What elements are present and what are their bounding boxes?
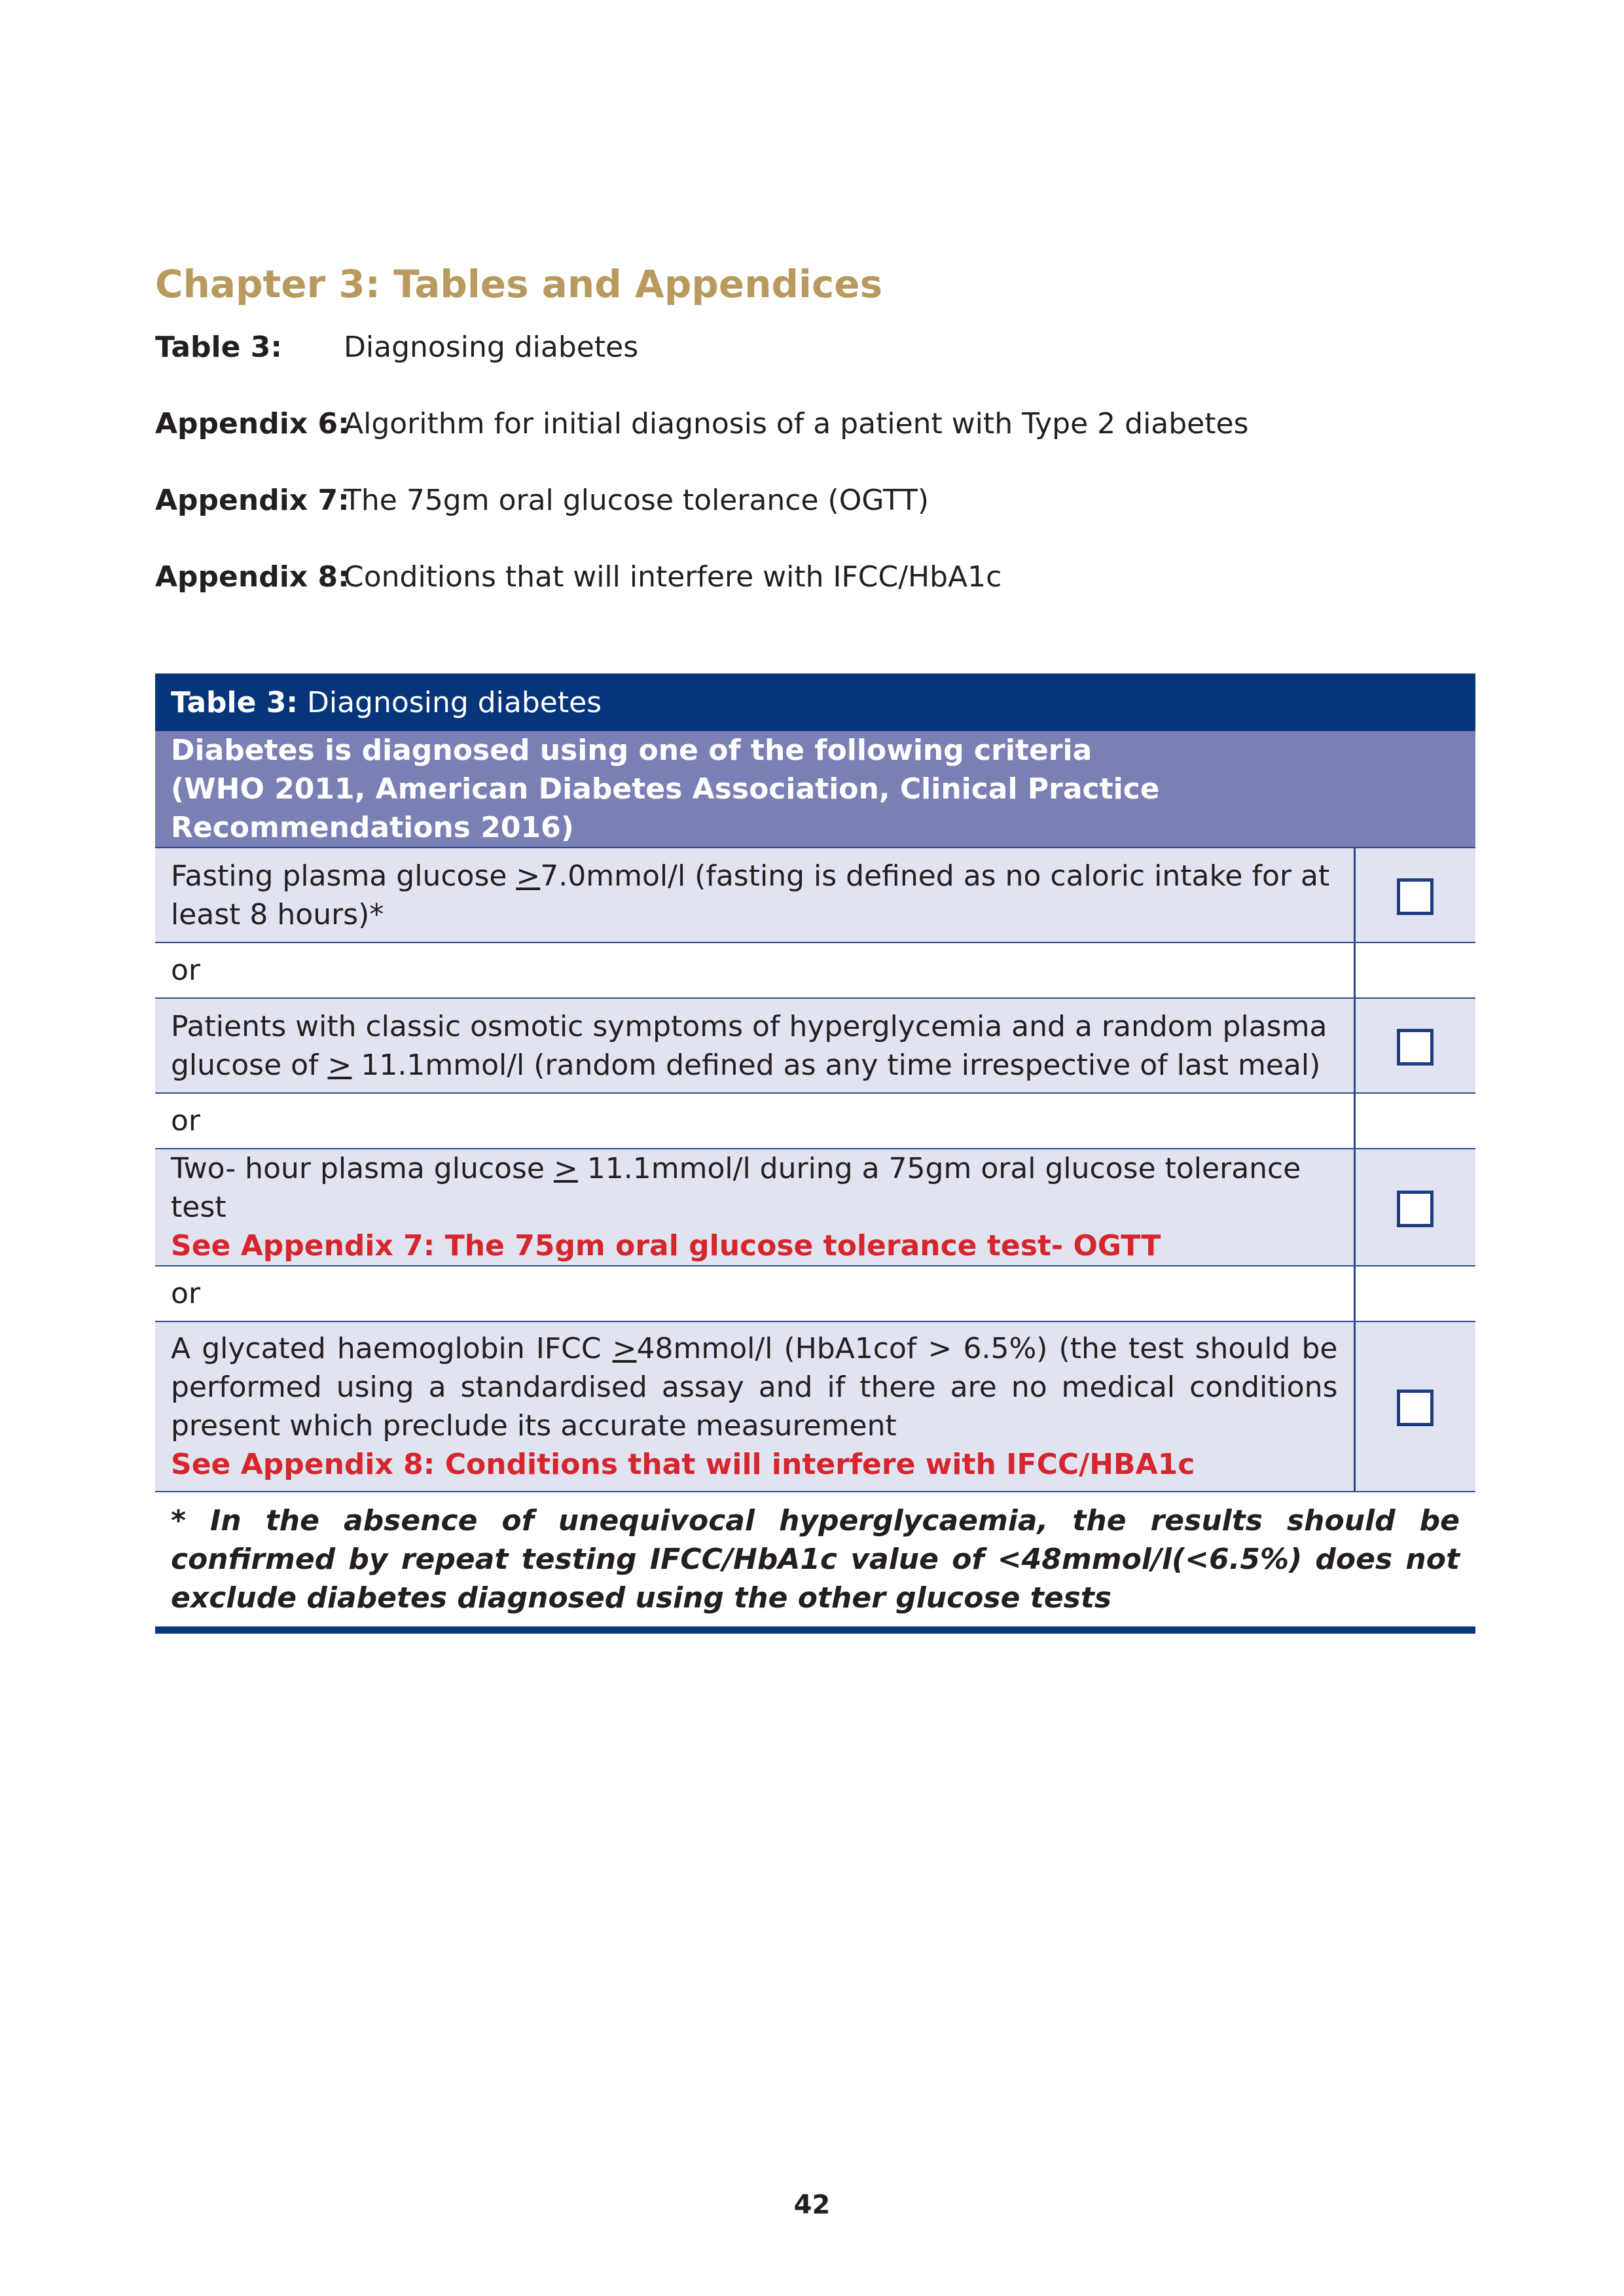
or-row bbox=[155, 1093, 1475, 1149]
table-footnote: * In the absence of unequivocal hyperglycaemia, the results should be confirmed by repeat testing IFCC/HbA1c value of <48mmol/l(<6.5%) does not exclude diabetes diagnosed using the other glucose tests bbox=[155, 1492, 1475, 1630]
contents-label: Appendix 6: bbox=[155, 407, 350, 440]
criterion-text-part: 48mmol/l (HbA1cof > 6.5%) (the test should be performed using a standardised assay and if there are no medical conditions present which preclude its accurate measurement bbox=[171, 1332, 1338, 1443]
criterion-checkbox[interactable] bbox=[1397, 878, 1434, 915]
criterion-text-part: Fasting plasma glucose bbox=[171, 859, 516, 893]
criterion-row-fasting bbox=[155, 848, 1475, 942]
criteria-header-row bbox=[155, 731, 1475, 848]
criterion-row-random bbox=[155, 998, 1475, 1093]
criteria-header bbox=[155, 731, 1475, 848]
criterion-text bbox=[155, 848, 1354, 942]
criterion-text bbox=[155, 1321, 1354, 1492]
empty-cell bbox=[1354, 1266, 1475, 1321]
table-title-text: Diagnosing diabetes bbox=[306, 685, 602, 719]
criterion-checkbox[interactable] bbox=[1397, 1029, 1434, 1066]
criterion-text bbox=[155, 998, 1354, 1093]
contents-label: Appendix 7: bbox=[155, 484, 350, 517]
checkbox-cell bbox=[1354, 998, 1475, 1093]
appendix-8-reference[interactable]: See Appendix 8: Conditions that will interfere with IFCC/HBA1c bbox=[171, 1448, 1195, 1481]
greater-equal-symbol: > bbox=[553, 1152, 578, 1185]
contents-label: Appendix 8: bbox=[155, 560, 350, 594]
criterion-text-part: 11.1mmol/l (random defined as any time irrespective of last meal) bbox=[352, 1048, 1321, 1082]
contents-text: Algorithm for initial diagnosis of a patient with Type 2 diabetes bbox=[344, 407, 1249, 440]
table-title bbox=[155, 673, 1475, 731]
appendix-7-reference[interactable]: See Appendix 7: The 75gm oral glucose tolerance test- OGTT bbox=[171, 1229, 1161, 1263]
contents-text: Diagnosing diabetes bbox=[344, 331, 639, 364]
or-label: or bbox=[155, 942, 1354, 998]
or-label: or bbox=[155, 1093, 1354, 1149]
or-row bbox=[155, 942, 1475, 998]
greater-equal-symbol: > bbox=[516, 859, 541, 893]
contents-text: The 75gm oral glucose tolerance (OGTT) bbox=[344, 484, 929, 517]
checkbox-cell bbox=[1354, 848, 1475, 942]
criterion-text-part: Patients with classic osmotic symptoms of hyperglycemia and a random plasma glucose of bbox=[171, 1009, 1327, 1082]
criterion-text-part: 7.0mmol/l (fasting is defined as no caloric intake for at least 8 hours)* bbox=[171, 859, 1330, 931]
table-title-row bbox=[155, 673, 1475, 731]
or-row bbox=[155, 1266, 1475, 1321]
diagnosing-diabetes-table bbox=[155, 673, 1475, 1634]
criterion-row-hba1c bbox=[155, 1321, 1475, 1492]
empty-cell bbox=[1354, 1093, 1475, 1149]
or-label: or bbox=[155, 1266, 1354, 1321]
table-title-label: Table 3: bbox=[171, 685, 298, 719]
criterion-text-part: 11.1mmol/l during a 75gm oral glucose tolerance test bbox=[171, 1152, 1301, 1224]
criterion-text bbox=[155, 1149, 1354, 1266]
checkbox-cell bbox=[1354, 1149, 1475, 1266]
contents-text: Conditions that will interfere with IFCC/HbA1c bbox=[344, 560, 1002, 594]
footnote-row bbox=[155, 1492, 1475, 1630]
criterion-text-part: Two- hour plasma glucose bbox=[171, 1152, 554, 1185]
contents-label: Table 3: bbox=[155, 331, 282, 364]
criterion-text-part: A glycated haemoglobin IFCC bbox=[171, 1332, 613, 1365]
greater-equal-symbol: > bbox=[612, 1332, 637, 1365]
criterion-checkbox[interactable] bbox=[1397, 1191, 1434, 1227]
page-number: 42 bbox=[793, 2190, 831, 2220]
criteria-header-source: (WHO 2011, American Diabetes Association, Clinical Practice Recommendations 2016) bbox=[171, 772, 1160, 844]
empty-cell bbox=[1354, 942, 1475, 998]
criteria-header-line: Diabetes is diagnosed using one of the following criteria bbox=[171, 734, 1092, 767]
criterion-checkbox[interactable] bbox=[1397, 1390, 1434, 1426]
greater-equal-symbol: > bbox=[327, 1048, 352, 1082]
chapter-title: Chapter 3: Tables and Appendices bbox=[155, 262, 883, 306]
criterion-row-ogtt bbox=[155, 1149, 1475, 1266]
checkbox-cell bbox=[1354, 1321, 1475, 1492]
